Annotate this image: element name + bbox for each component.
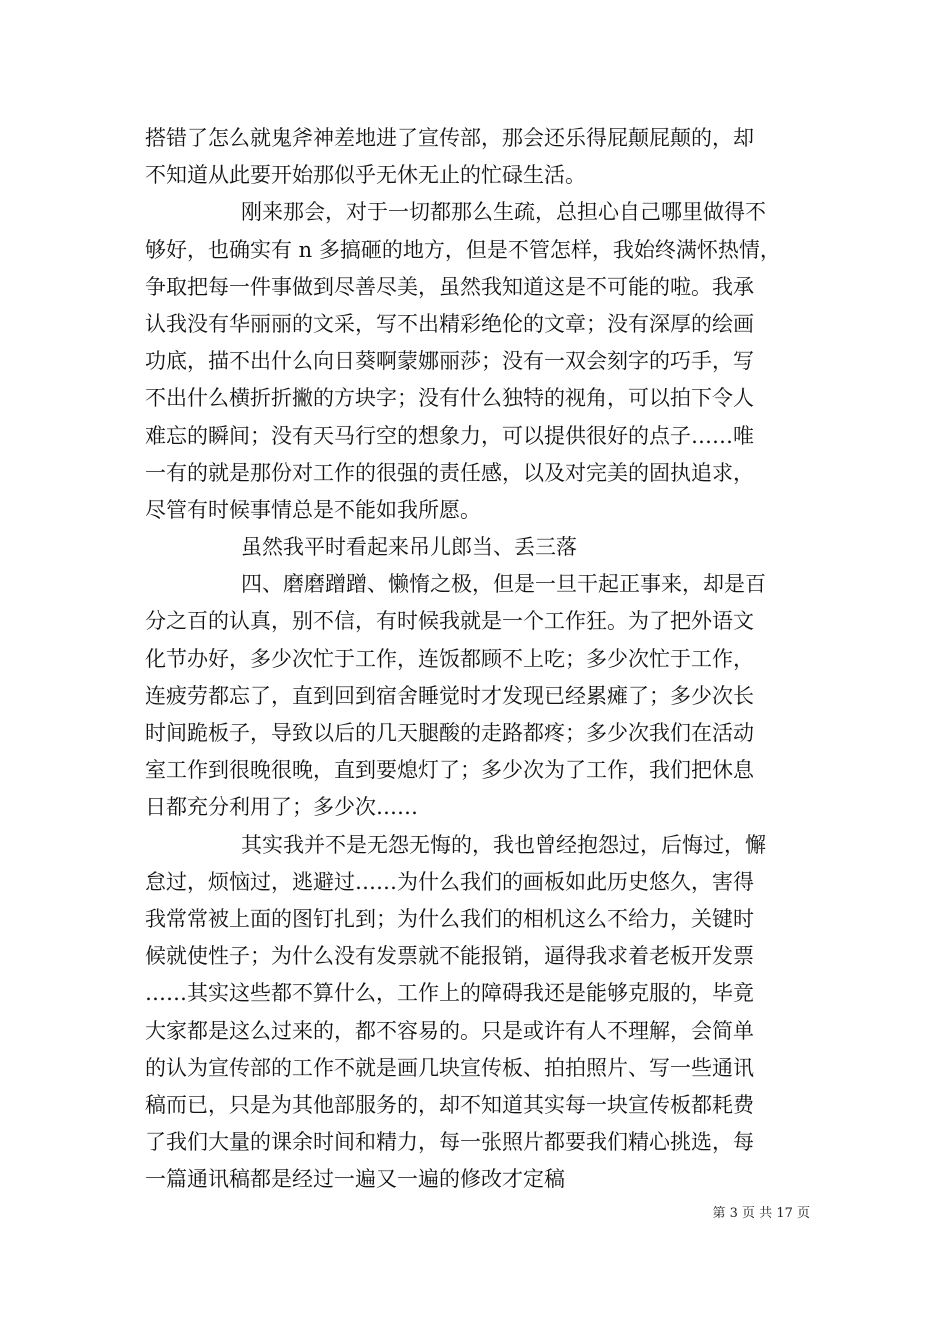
text-line: 功底，描不出什么向日葵啊蒙娜丽莎；没有一双会刻字的巧手，写 [145,349,754,374]
text-line: 其实我并不是无怨无悔的，我也曾经抱怨过，后悔过，懈 [241,832,766,857]
text-line: 稿而已，只是为其他部服务的，却不知道其实每一块宣传板都耗费 [145,1092,754,1117]
text-line: 了我们大量的课余时间和精力，每一张照片都要我们精心挑选，每 [145,1130,754,1155]
text-line: ……其实这些都不算什么，工作上的障碍我还是能够克服的，毕竟 [145,981,754,1006]
text-line: 候就使性子；为什么没有发票就不能报销，逼得我求着老板开发票 [145,944,754,969]
text-line: 大家都是这么过来的，都不容易的。只是或许有人不理解，会简单 [145,1018,754,1043]
text-line: 不知道从此要开始那似乎无休无止的忙碌生活。 [145,163,586,188]
text-line: 分之百的认真，别不信，有时候我就是一个工作狂。为了把外语文 [145,609,754,634]
text-line: 连疲劳都忘了，直到回到宿舍睡觉时才发现已经累瘫了；多少次长 [145,683,754,708]
text-line: 日都充分利用了；多少次…… [145,795,418,820]
page-footer: 第 3 页 共 17 页 [712,1206,810,1221]
text-line: 怠过，烦恼过，逃避过……为什么我们的画板如此历史悠久，害得 [145,869,754,894]
body-text [145,120,810,1198]
text-line: 虽然我平时看起来吊儿郎当、丢三落 [241,535,577,560]
text-line: 难忘的瞬间；没有天马行空的想象力，可以提供很好的点子……唯 [145,423,754,448]
text-line: 不出什么横折折撇的方块字；没有什么独特的视角，可以拍下令人 [145,386,754,411]
text-line: 认我没有华丽丽的文采，写不出精彩绝伦的文章；没有深厚的绘画 [145,311,754,336]
text-line: 尽管有时候事情总是不能如我所愿。 [145,497,481,522]
text-line: 够好，也确实有 n 多搞砸的地方，但是不管怎样，我始终满怀热情， [145,237,781,262]
text-line: 四、磨磨蹭蹭、懒惰之极，但是一旦干起正事来，却是百 [241,572,766,597]
text-line: 搭错了怎么就鬼斧神差地进了宣传部，那会还乐得屁颠屁颠的，却 [145,126,754,150]
text-line: 的认为宣传部的工作不就是画几块宣传板、拍拍照片、写一些通讯 [145,1055,754,1080]
text-line: 室工作到很晚很晚，直到要熄灯了；多少次为了工作，我们把休息 [145,758,754,783]
text-line: 一有的就是那份对工作的很强的责任感，以及对完美的固执追求， [145,460,754,485]
text-line: 争取把每一件事做到尽善尽美，虽然我知道这是不可能的啦。我承 [145,274,754,299]
text-line: 一篇通讯稿都是经过一遍又一遍的修改才定稿 [145,1167,565,1192]
text-line: 化节办好，多少次忙于工作，连饭都顾不上吃；多少次忙于工作， [145,646,754,671]
text-line: 时间跪板子，导致以后的几天腿酸的走路都疼；多少次我们在活动 [145,721,754,745]
text-line: 刚来那会，对于一切都那么生疏，总担心自己哪里做得不 [241,200,766,225]
text-line: 我常常被上面的图钉扎到；为什么我们的相机这么不给力，关键时 [145,906,754,931]
